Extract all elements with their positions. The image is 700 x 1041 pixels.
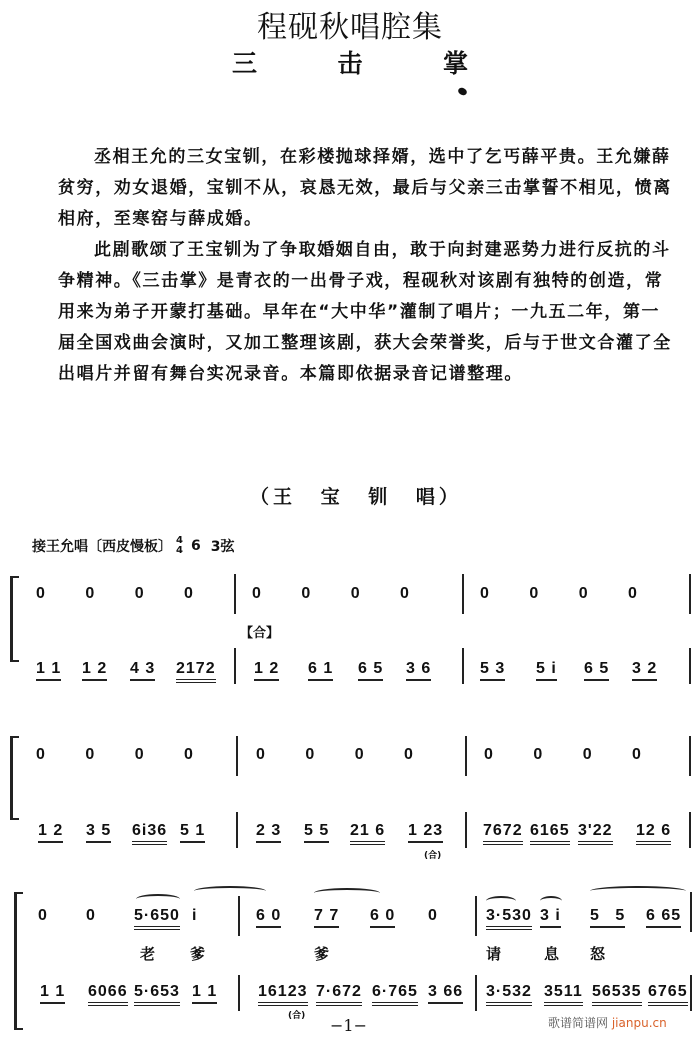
barline xyxy=(689,648,691,684)
chorus-annotation: (合) xyxy=(288,1011,306,1021)
barline xyxy=(462,648,464,684)
watermark xyxy=(548,1014,667,1031)
accomp-note: 5 i xyxy=(536,660,557,681)
accomp-note: 5 1 xyxy=(180,822,205,843)
pitch-note: 3弦 xyxy=(210,539,235,555)
tempo-line xyxy=(32,536,234,556)
slur xyxy=(314,888,380,898)
voice-note: 6 65 xyxy=(646,907,681,928)
slur xyxy=(590,886,686,896)
accomp-note: 3·532 xyxy=(486,983,532,1006)
chorus-annotation: (合) xyxy=(424,851,442,861)
system-bracket xyxy=(14,892,23,1030)
lyric: 息 xyxy=(544,945,560,963)
slur xyxy=(540,896,562,906)
slur xyxy=(194,886,266,896)
accomp-note: 6765 xyxy=(648,983,688,1006)
piece-title-char: 三 xyxy=(232,49,258,78)
intro-paragraph-1: 丞相王允的三女宝钏，在彩楼抛球择婿，选中了乞丐薛平贵。王允嫌薛贫穷，劝女退婚，宝钏不从，哀恳无效，最后与父亲三击掌誓不相见，愤离相府，至寒窑与薛成婚。 xyxy=(58,147,672,229)
barline xyxy=(238,975,240,1011)
accomp-note: 3 6 xyxy=(406,660,431,681)
accomp-note: 1 2 xyxy=(82,660,107,681)
book-title: 程砚秋唱腔集 xyxy=(257,10,443,45)
accomp-note: 1 2 xyxy=(38,822,63,843)
voice-note: 5·650 xyxy=(134,907,180,930)
accomp-note: 3 66 xyxy=(428,983,463,1004)
time-sig-bottom: 4 xyxy=(176,545,183,556)
accomp-note: 6·765 xyxy=(372,983,418,1006)
accomp-note: 3 2 xyxy=(632,660,657,681)
accomp-note: 2172 xyxy=(176,660,216,683)
barline xyxy=(465,736,467,776)
time-sig-top: 4 xyxy=(176,535,183,546)
accomp-note: 16123 xyxy=(258,983,308,1006)
accomp-note: 1 1 xyxy=(40,983,65,1004)
watermark-url: jianpu.cn xyxy=(611,1016,667,1030)
time-signature xyxy=(176,536,183,556)
accomp-note: 1 2 xyxy=(254,660,279,681)
accomp-note: 6165 xyxy=(530,822,570,845)
barline xyxy=(475,975,477,1011)
barline xyxy=(236,812,238,848)
barline xyxy=(236,736,238,776)
accomp-note: 6 5 xyxy=(584,660,609,681)
accomp-note: 12 6 xyxy=(636,822,671,845)
barline xyxy=(689,574,691,614)
watermark-cn: 歌谱简谱网 xyxy=(548,1016,609,1030)
barline xyxy=(689,736,691,776)
accomp-note: 5 5 xyxy=(304,822,329,843)
intro-text xyxy=(58,142,678,390)
lyric: 爹 xyxy=(314,945,330,963)
voice-note: i xyxy=(192,907,198,924)
accomp-note: 6 5 xyxy=(358,660,383,681)
chorus-mark: 【合】 xyxy=(240,626,280,641)
key-note: 6 xyxy=(190,538,201,554)
voice-measure: 0 0 0 0 xyxy=(252,585,410,602)
barline xyxy=(234,574,236,614)
accomp-note: 4 3 xyxy=(130,660,155,681)
accomp-note: 1 1 xyxy=(36,660,61,681)
barline xyxy=(465,812,467,848)
barline xyxy=(689,812,691,848)
accomp-note: 3511 xyxy=(544,983,583,1006)
accomp-note: 6 1 xyxy=(308,660,333,681)
accomp-note: 21 6 xyxy=(350,822,385,845)
voice-measure: 0 0 0 0 xyxy=(36,746,194,763)
accomp-note: 3'22 xyxy=(578,822,613,845)
barline xyxy=(234,648,236,684)
voice-note: 6 0 xyxy=(256,907,281,928)
voice-note: 5 5 xyxy=(590,907,625,928)
intro-paragraph-2: 此剧歌颂了王宝钏为了争取婚姻自由，敢于向封建恶势力进行反抗的斗争精神。《三击掌》是青衣的一出骨子戏，程砚秋对该剧有独特的创造，常用来为弟子开蒙打基础。早年在“大中华”灌制了唱片；一九五二年，第一届全国戏曲会演时，又加工整理该剧，获大会荣誉奖，后与于世文合灌了全出唱片并留有舞台实况录音。本篇即依据录音记谱整理。 xyxy=(58,240,672,384)
slur xyxy=(136,894,180,904)
accomp-note: 56535 xyxy=(592,983,642,1006)
accomp-note: 5 3 xyxy=(480,660,505,681)
accomp-note: 1 1 xyxy=(192,983,217,1004)
accomp-note: 7·672 xyxy=(316,983,362,1006)
tempo-instruction: 接王允唱〔西皮慢板〕 xyxy=(32,539,172,555)
accomp-note: 1 23 xyxy=(408,822,443,843)
piece-title-char: 击 xyxy=(337,49,363,78)
accomp-note: 5·653 xyxy=(134,983,180,1006)
piece-title-char: 掌 xyxy=(442,49,468,78)
accomp-note: 7672 xyxy=(483,822,523,845)
accomp-note: 2 3 xyxy=(256,822,281,843)
voice-measure: 0 0 0 0 xyxy=(36,585,194,602)
barline xyxy=(690,892,692,932)
page-number: −1− xyxy=(330,1016,367,1035)
voice-note: 0 xyxy=(86,907,96,924)
accomp-note: 6i36 xyxy=(132,822,167,845)
voice-note: 0 xyxy=(428,907,438,924)
piece-title xyxy=(232,44,468,80)
barline xyxy=(462,574,464,614)
ink-blot xyxy=(457,86,468,96)
voice-measure: 0 0 0 0 xyxy=(480,585,638,602)
voice-note: 3 i xyxy=(540,907,561,928)
barline xyxy=(690,975,692,1011)
system-bracket xyxy=(10,576,19,662)
voice-note: 7 7 xyxy=(314,907,339,928)
voice-measure: 0 0 0 0 xyxy=(484,746,642,763)
accomp-note: 6066 xyxy=(88,983,128,1006)
lyric: 爹 xyxy=(190,945,206,963)
lyric: 老 xyxy=(140,945,156,963)
voice-measure: 0 0 0 0 xyxy=(256,746,414,763)
voice-note: 6 0 xyxy=(370,907,395,928)
lyric: 请 xyxy=(486,945,502,963)
barline xyxy=(475,896,477,936)
lyric: 怒 xyxy=(590,945,606,963)
barline xyxy=(238,896,240,936)
slur xyxy=(486,896,516,906)
singer-label: （王 宝 钏 唱） xyxy=(250,486,462,508)
voice-note: 3·530 xyxy=(486,907,532,930)
voice-note: 0 xyxy=(38,907,48,924)
system-bracket xyxy=(10,736,19,820)
accomp-note: 3 5 xyxy=(86,822,111,843)
